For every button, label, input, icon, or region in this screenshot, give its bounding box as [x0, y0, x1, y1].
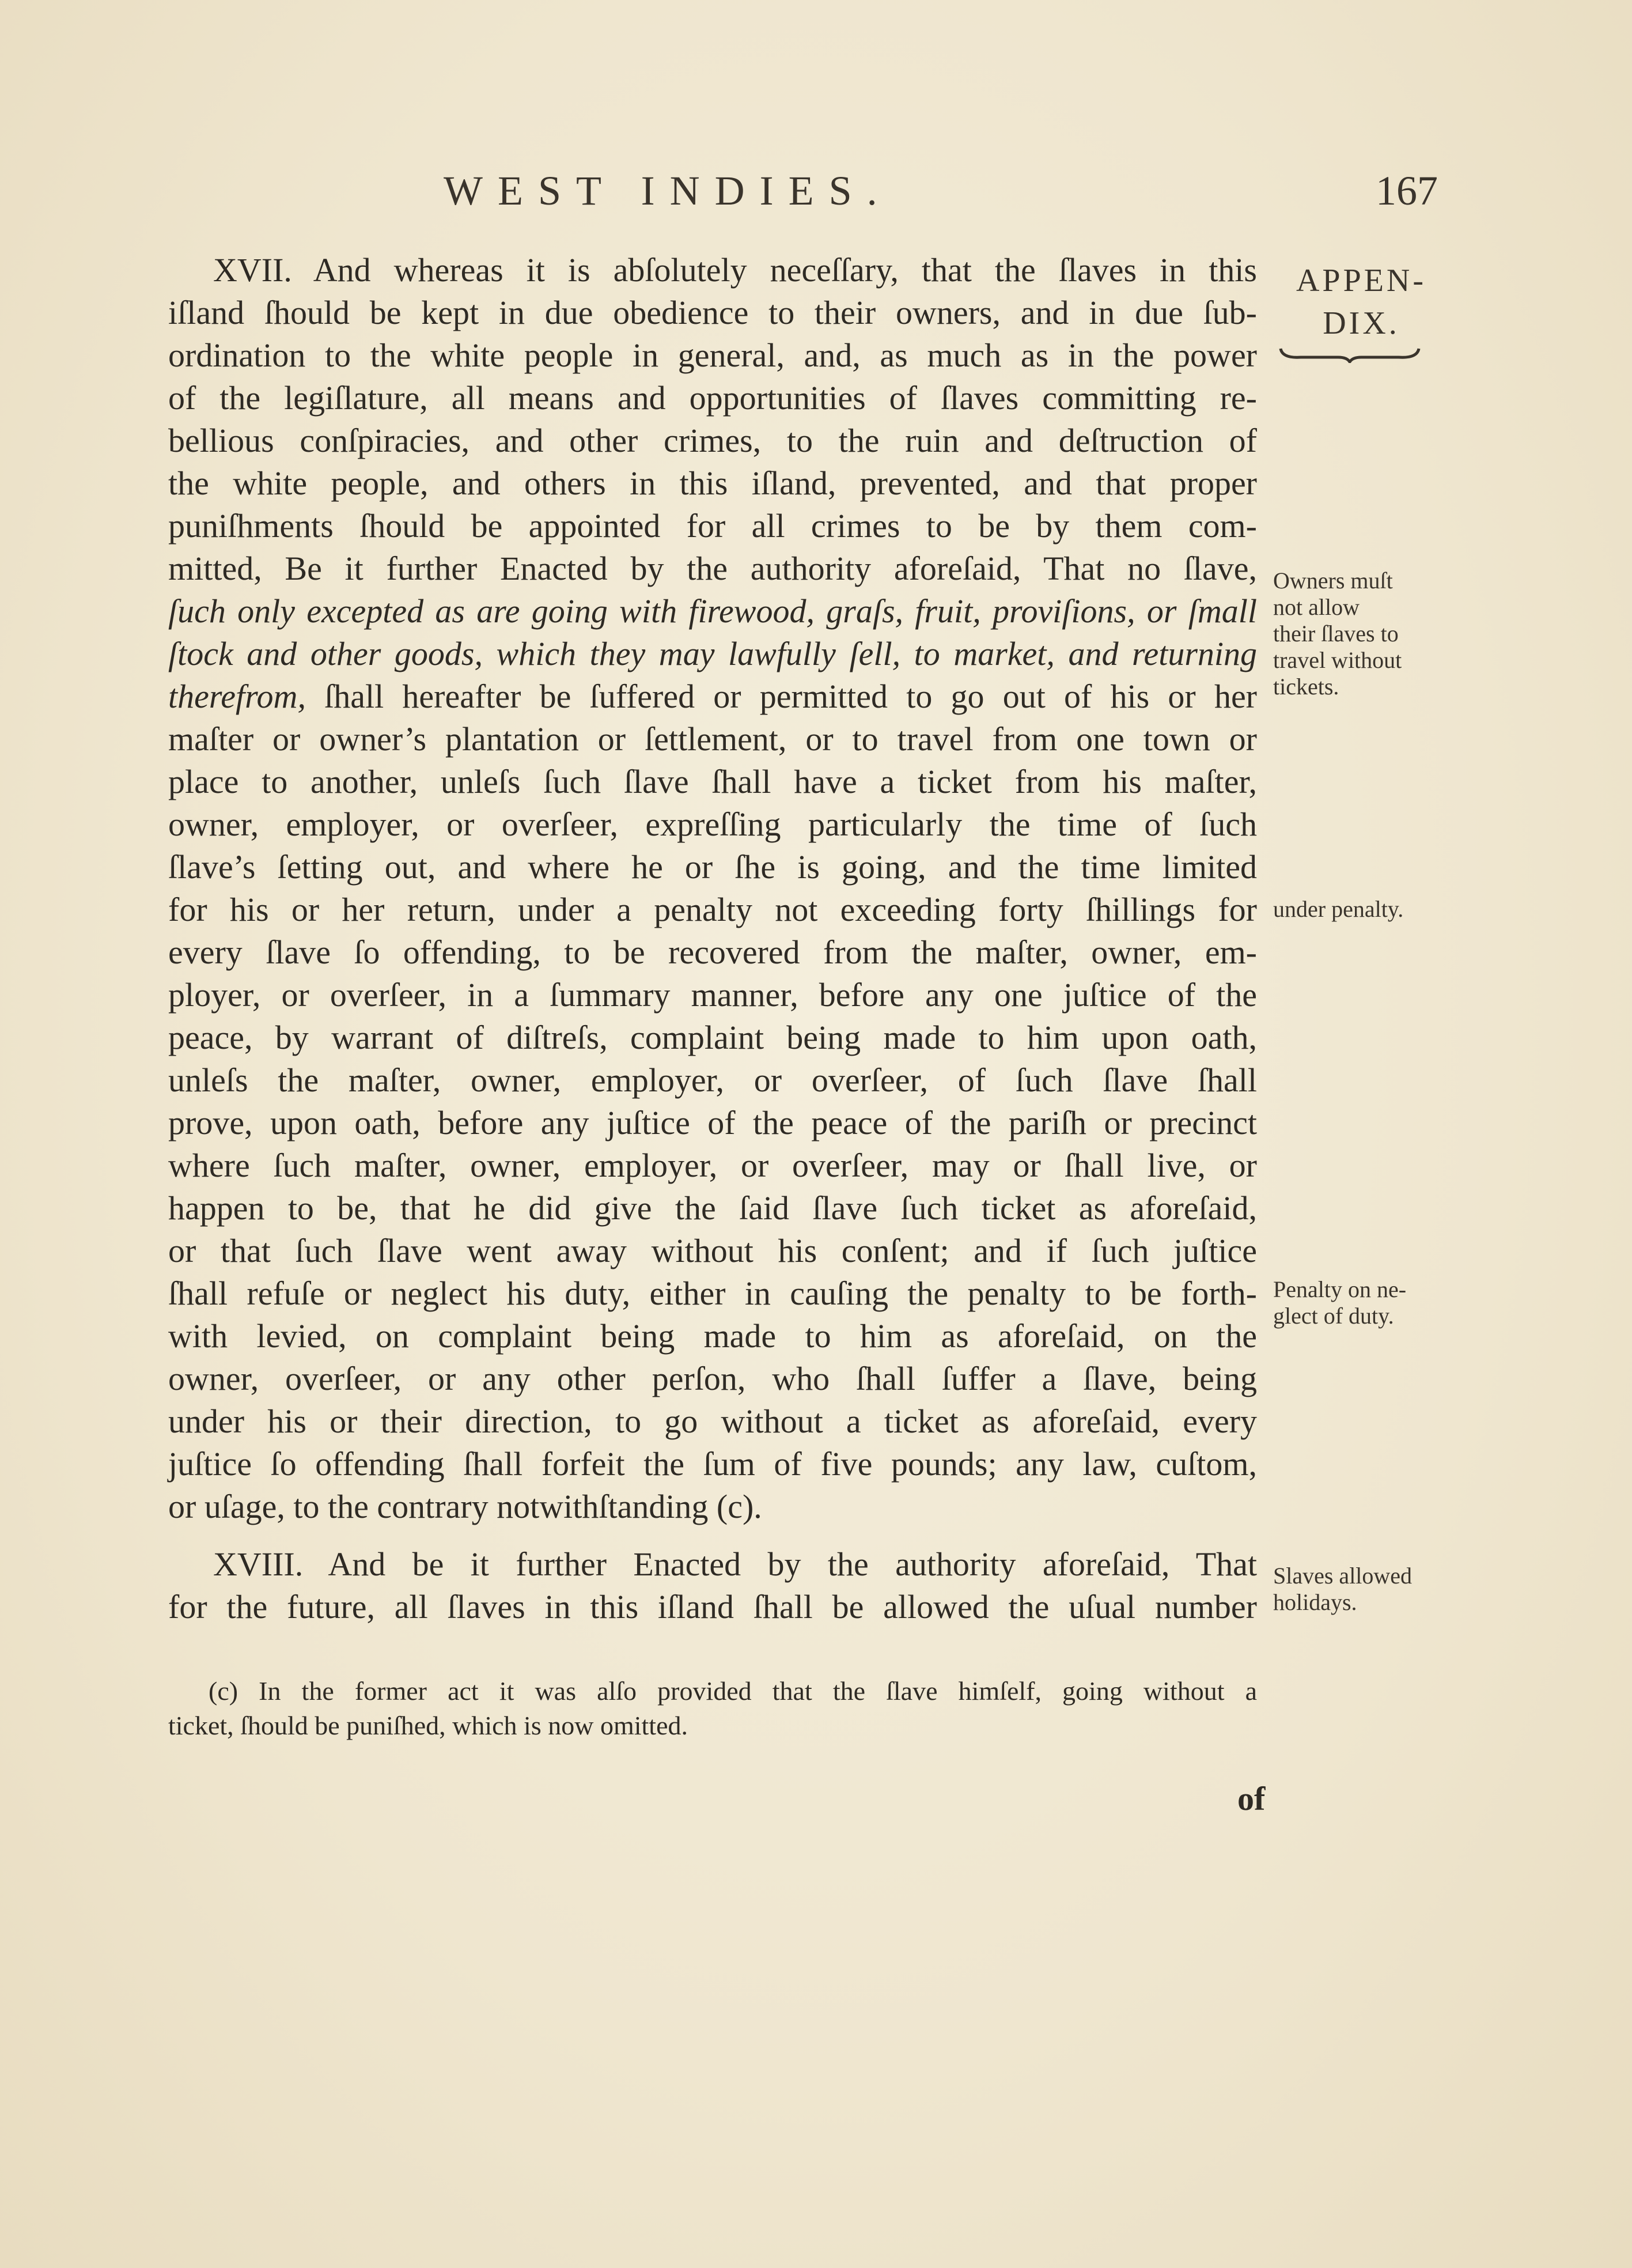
catchword: of: [1237, 1780, 1266, 1817]
margin-line: Penalty on ne-: [1273, 1276, 1407, 1302]
marginal-note-penalty: [1273, 896, 1403, 923]
text-line: ployer, or overſeer, in a ſummary manner, before any one juſtice of the: [168, 976, 1257, 1014]
text-line: mitted, Be it further Enacted by the authority aforeſaid, That no ſlave,: [168, 550, 1257, 587]
text-line: ſuch only excepted as are going with firewood, graſs, fruit, proviſions, or ſmall: [168, 592, 1257, 630]
text-line: prove, upon oath, before any juſtice of the peace of the pariſh or precinct: [168, 1104, 1257, 1141]
margin-line: holidays.: [1273, 1589, 1357, 1615]
text-line: every ſlave ſo offending, to be recovered from the maſter, owner, em-: [168, 933, 1257, 971]
text-line: happen to be, that he did give the ſaid ſlave ſuch ticket as aforeſaid,: [168, 1189, 1257, 1227]
text-line: puniſhments ſhould be appointed for all crimes to be by them com-: [168, 507, 1257, 545]
text-line: unleſs the maſter, owner, employer, or overſeer, of ſuch ſlave ſhall: [168, 1061, 1257, 1099]
margin-line: travel without: [1273, 647, 1402, 673]
text-line: under his or their direction, to go without a ticket as aforeſaid, every: [168, 1403, 1257, 1440]
marginal-note-holidays: [1273, 1563, 1412, 1616]
section-xviii: [168, 1543, 1257, 1628]
appendix-line-2: DIX.: [1323, 305, 1400, 341]
page-number: 167: [1376, 168, 1438, 214]
text-line: owner, overſeer, or any other perſon, who ſhall ſuffer a ſlave, being: [168, 1360, 1257, 1397]
marginal-note-neglect: [1273, 1276, 1406, 1329]
text-line: juſtice ſo offending ſhall forfeit the ſum of five pounds; any law, cuſtom,: [168, 1445, 1257, 1483]
footnote-line: (c) In the former act it was alſo provided that the ſlave himſelf, going without a: [209, 1676, 1257, 1706]
italic-lead: therefrom,: [168, 678, 306, 715]
text-line: the white people, and others in this iſland, prevented, and that proper: [168, 464, 1257, 502]
marginal-note-owners: [1273, 568, 1402, 700]
text-line: ſtock and other goods, which they may lawfully ſell, to market, and returning: [168, 635, 1257, 672]
margin-line: their ſlaves to: [1273, 621, 1399, 647]
text-line: therefrom, ſhall hereafter be ſuffered or permitted to go out of his or her: [168, 678, 1257, 715]
margin-line: under penalty.: [1273, 896, 1404, 922]
section-xvii: [168, 249, 1257, 1528]
text-line: XVII. And whereas it is abſolutely neceſſary, that the ſlaves in this: [213, 251, 1257, 289]
text-line: of the legiſlature, all means and opportunities of ſlaves committing re-: [168, 379, 1257, 417]
main-text: [168, 249, 1257, 1628]
text-line: maſter or owner’s plantation or ſettlement, or to travel from one town or: [168, 720, 1257, 758]
text-line: or that ſuch ſlave went away without his conſent; and if ſuch juſtice: [168, 1232, 1257, 1269]
text-line: or uſage, to the contrary notwithſtanding (c).: [168, 1488, 762, 1525]
text-line: ſlave’s ſetting out, and where he or ſhe is going, and the time limited: [168, 848, 1257, 886]
text-line: for the future, all ſlaves in this iſland ſhall be allowed the uſual number: [168, 1588, 1257, 1626]
appendix-line-1: APPEN-: [1296, 263, 1427, 298]
footnote-line: ticket, ſhould be puniſhed, which is now omitted.: [168, 1711, 688, 1740]
text-line: place to another, unleſs ſuch ſlave ſhall have a ticket from his maſter,: [168, 763, 1257, 800]
margin-line: not allow: [1273, 594, 1360, 620]
text-line: XVIII. And be it further Enacted by the authority aforeſaid, That: [213, 1545, 1257, 1583]
text-line: with levied, on complaint being made to him as aforeſaid, on the: [168, 1317, 1257, 1355]
text-line: bellious conſpiracies, and other crimes, to the ruin and deſtruction of: [168, 422, 1257, 459]
text-line: where ſuch maſter, owner, employer, or overſeer, may or ſhall live, or: [168, 1147, 1257, 1184]
footnote: [168, 1674, 1257, 1743]
text-line: ordination to the white people in general, and, as much as in the power: [168, 337, 1257, 374]
margin-line: tickets.: [1273, 674, 1339, 700]
running-head: WEST INDIES.: [444, 168, 892, 214]
text-line: for his or her return, under a penalty not exceeding forty ſhillings for: [168, 891, 1257, 928]
text-line: ſhall refuſe or neglect his duty, either in cauſing the penalty to be forth-: [168, 1275, 1257, 1312]
text-line: iſland ſhould be kept in due obedience to their owners, and in due ſub-: [168, 294, 1257, 331]
brace-ornament: [1278, 346, 1422, 363]
text-line: peace, by warrant of diſtreſs, complaint being made to him upon oath,: [168, 1019, 1257, 1056]
text-line: owner, employer, or overſeer, expreſſing particularly the time of ſuch: [168, 806, 1257, 843]
appendix-heading: [1278, 259, 1445, 345]
margin-line: Slaves allowed: [1273, 1563, 1413, 1589]
margin-line: Owners muſt: [1273, 568, 1393, 594]
margin-line: glect of duty.: [1273, 1303, 1394, 1329]
